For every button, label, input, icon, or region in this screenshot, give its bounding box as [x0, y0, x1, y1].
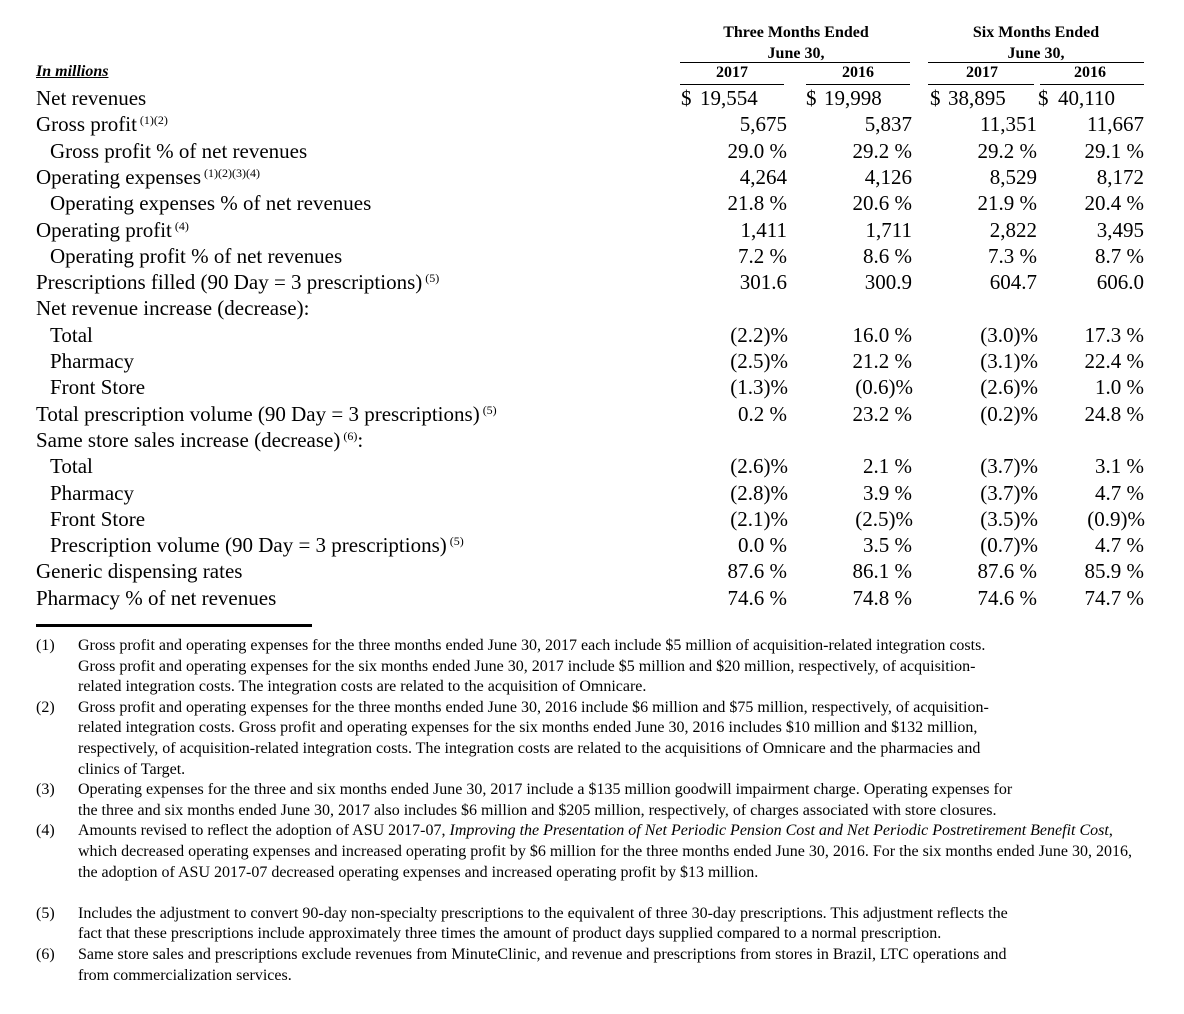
footnote-reference: (1)(2)(3)(4)	[204, 165, 260, 180]
year-header-col2: 2016	[842, 64, 874, 81]
table-cell: 4,126	[864, 164, 912, 189]
footnote-reference: (4)	[174, 218, 189, 233]
header-six-months-title: Six Months Ended	[972, 24, 1100, 41]
table-row	[0, 164, 1184, 190]
row-label-text: Gross profit	[36, 112, 137, 137]
table-cell: 20.4 %	[1084, 191, 1144, 216]
row-label	[36, 295, 309, 321]
row-label	[50, 374, 145, 400]
table-cell: (2.6)%	[980, 375, 1038, 400]
row-label	[36, 217, 189, 243]
row-label	[50, 138, 307, 164]
table-cell: (3.1)%	[980, 349, 1038, 373]
table-cell: 3.9 %	[863, 480, 912, 505]
row-label	[50, 190, 371, 216]
footnote-line: clinics of Target.	[78, 760, 186, 778]
table-cell: (0.2)%	[980, 401, 1038, 426]
year-header-col3: 2017	[966, 64, 998, 81]
table-row	[0, 295, 1184, 321]
table-cell: 3,495	[1096, 217, 1144, 242]
table-cell: 4.7 %	[1095, 480, 1144, 505]
footnote-number: (6)	[36, 946, 55, 963]
table-cell: 21.2 %	[852, 349, 912, 373]
row-label	[50, 322, 93, 348]
row-label-text: Net revenues	[36, 86, 147, 110]
row-label-text: Gross profit % of net revenues	[50, 138, 308, 163]
table-row	[0, 85, 1184, 111]
row-label	[50, 348, 134, 374]
table-cell: 16.0 %	[852, 322, 912, 347]
row-label-text: Total	[50, 322, 93, 347]
table-row	[0, 506, 1184, 532]
table-cell: 19,998	[824, 86, 882, 110]
footnote-line: Same store sales and prescriptions exclude revenues from MinuteClinic, and revenue and prescriptions from stores in Brazil, LTC operations and	[78, 946, 1007, 963]
table-cell: 74.6 %	[727, 585, 787, 610]
dollar-sign: $	[681, 86, 692, 110]
footnote-line: Operating expenses for the three and six months ended June 30, 2017 include a $135 million goodwill impairment charge. Operating expenses for	[78, 781, 1013, 799]
table-cell: (0.7)%	[980, 533, 1038, 558]
row-label	[36, 111, 168, 137]
table-cell: (3.5)%	[980, 506, 1038, 531]
table-cell: 21.9 %	[977, 191, 1037, 216]
table-row	[0, 558, 1184, 584]
row-label-text: Prescriptions filled (90 Day = 3 prescriptions)	[36, 270, 423, 295]
table-cell: 11,351	[980, 112, 1037, 137]
table-cell: 2.1 %	[863, 454, 912, 479]
dollar-sign: $	[1038, 86, 1049, 110]
header-six-months-date: June 30,	[1007, 45, 1065, 62]
footnote-line: the three and six months ended June 30, 2017 also includes $6 million and $205 million, respectively, of charges associated with store closures.	[78, 801, 997, 819]
footnote-number: (4)	[36, 822, 55, 840]
table-cell: 22.4 %	[1084, 349, 1144, 373]
row-label-text: Total	[50, 454, 93, 479]
table-cell: 29.2 %	[852, 138, 912, 163]
table-cell: 40,110	[1058, 86, 1115, 110]
row-label	[36, 585, 276, 611]
header-three-months-title: Three Months Ended	[723, 24, 869, 41]
table-cell: (2.1)%	[730, 506, 788, 531]
footnote-line: Gross profit and operating expenses for the three months ended June 30, 2016 include $6 million and $75 million, respectively, of acquisition-	[78, 698, 989, 716]
table-cell: 19,554	[700, 86, 758, 110]
table-cell: 300.9	[864, 270, 912, 295]
table-cell: 74.7 %	[1084, 585, 1144, 610]
table-cell: (2.6)%	[730, 454, 788, 479]
row-label-text: Front Store	[50, 506, 146, 531]
table-row	[0, 243, 1184, 269]
footnote-separator	[36, 624, 312, 627]
row-label	[50, 243, 342, 269]
table-cell: 0.2 %	[738, 401, 787, 426]
table-row	[0, 138, 1184, 164]
table-cell: 74.6 %	[977, 585, 1037, 610]
row-label-text: Same store sales increase (decrease)	[36, 427, 341, 452]
table-cell: (0.6)%	[855, 375, 913, 400]
table-cell: 3.1 %	[1095, 454, 1144, 479]
footnote-text	[78, 904, 1151, 945]
footnote-text	[78, 698, 1151, 780]
row-label-suffix: :	[357, 427, 364, 452]
header-rule-three-months	[680, 62, 910, 63]
footnote-line: fact that these prescriptions include approximately three times the amount of product days supplied compared to a normal prescription.	[78, 925, 942, 943]
row-label-text: Pharmacy	[50, 349, 134, 373]
table-cell: 85.9 %	[1084, 559, 1144, 584]
table-cell: 38,895	[948, 86, 1006, 110]
footnote-text	[78, 945, 1151, 986]
row-label-text: Net revenue increase (decrease):	[36, 296, 310, 321]
table-cell: 1.0 %	[1095, 375, 1144, 400]
table-cell: 606.0	[1096, 270, 1144, 295]
row-label-text: Pharmacy % of net revenues	[36, 585, 277, 610]
footnote-number: (2)	[36, 698, 55, 716]
footnote-line: Gross profit and operating expenses for the three months ended June 30, 2017 each include $5 million of acquisition-related integration costs.	[78, 637, 986, 654]
table-cell: 74.8 %	[852, 585, 912, 610]
footnote-reference: (1)(2)	[139, 113, 168, 128]
table-cell: (3.7)%	[980, 480, 1038, 505]
footnote-line: related integration costs. The integration costs are related to the acquisition of Omnicare.	[78, 678, 647, 696]
table-cell: 86.1 %	[852, 559, 912, 584]
table-row	[0, 480, 1184, 506]
row-label-text: Total prescription volume (90 Day = 3 prescriptions)	[36, 401, 480, 426]
footnote-line: Includes the adjustment to convert 90-day non-specialty prescriptions to the equivalent of three 30-day prescriptions. This adjustment reflects the	[78, 904, 1008, 922]
header-three-months	[678, 22, 914, 64]
table-cell: (3.0)%	[980, 322, 1038, 347]
footnote-line: from commercialization services.	[78, 966, 292, 984]
dollar-sign: $	[930, 86, 941, 110]
table-cell: 3.5 %	[863, 533, 912, 558]
table-cell: 8,529	[989, 164, 1037, 189]
row-label-text: Operating expenses	[36, 164, 202, 189]
row-label	[36, 85, 146, 111]
header-rule-six-months	[928, 62, 1144, 63]
table-row	[0, 374, 1184, 400]
row-label-text: Pharmacy	[50, 480, 134, 505]
table-cell: 2,822	[989, 217, 1037, 242]
units-label: In millions	[36, 63, 109, 80]
footnote-text: Amounts revised to reflect the adoption of ASU 2017-07, Improving the Presentation of Net Periodic Pension Cost and Net Periodic Postretirement Benefit Cost, which decreased operating expenses and increased operating profit by $6 million for the three months ended June 30, 2016. For the six months ended June 30, 2016, the adoption of ASU 2017-07 decreased operating expenses and increased operating profit by $13 million.	[78, 822, 1132, 881]
footnote-italic-title: Improving the Presentation of Net Periodic Pension Cost and Net Periodic Postretirement Benefit Cost	[449, 822, 1109, 840]
dollar-sign: $	[806, 86, 817, 110]
row-label	[36, 427, 363, 453]
row-label	[50, 453, 93, 479]
table-row	[0, 401, 1184, 427]
table-cell: (2.5)%	[730, 349, 788, 373]
table-cell: 8,172	[1096, 164, 1144, 189]
row-label-text: Operating profit	[36, 217, 172, 242]
table-cell: (3.7)%	[980, 454, 1038, 479]
table-row	[0, 322, 1184, 348]
row-label	[36, 269, 439, 295]
table-cell: (2.2)%	[730, 322, 788, 347]
footnote-reference: (5)	[482, 402, 497, 417]
row-label	[36, 401, 497, 427]
footnote-line: Gross profit and operating expenses for the six months ended June 30, 2017 include $5 million and $20 million, respectively, of acquisition-	[78, 657, 976, 675]
footnote-line: related integration costs. Gross profit and operating expenses for the six months ended June 30, 2016 includes $10 million and $132 million,	[78, 719, 978, 737]
footnote-number: (5)	[36, 904, 55, 922]
row-label	[36, 558, 242, 584]
year-header-col4: 2016	[1074, 64, 1106, 81]
table-cell: 29.0 %	[727, 138, 787, 163]
table-row	[0, 269, 1184, 295]
footnote-text	[78, 780, 1151, 821]
row-label-text: Front Store	[50, 375, 146, 400]
table-cell: 1,411	[740, 217, 787, 242]
table-row	[0, 532, 1184, 558]
footnote-reference: (6)	[343, 428, 358, 443]
table-cell: 604.7	[989, 270, 1037, 295]
table-row	[0, 453, 1184, 479]
table-row	[0, 427, 1184, 453]
table-row	[0, 585, 1184, 611]
table-cell: 23.2 %	[852, 401, 912, 426]
table-cell: 5,837	[864, 112, 912, 137]
table-cell: 4,264	[739, 164, 787, 189]
row-label	[36, 164, 260, 190]
table-cell: 87.6 %	[727, 559, 787, 584]
table-cell: 8.6 %	[863, 243, 912, 268]
row-label	[50, 532, 464, 558]
table-cell: 4.7 %	[1095, 533, 1144, 558]
table-cell: 1,711	[865, 217, 912, 242]
footnote-reference: (5)	[449, 534, 464, 549]
table-cell: 5,675	[739, 112, 787, 137]
row-label-text: Generic dispensing rates	[36, 559, 243, 584]
table-cell: 17.3 %	[1084, 322, 1144, 347]
footnote-line: respectively, of acquisition-related integration costs. The integration costs are related to the acquisitions of Omnicare and the pharmacies and	[78, 739, 981, 757]
table-cell: 301.6	[739, 270, 787, 295]
footnote-number: (1)	[36, 637, 55, 654]
table-cell: (2.5)%	[855, 506, 913, 531]
table-cell: (2.8)%	[730, 480, 788, 505]
row-label-text: Operating expenses % of net revenues	[50, 191, 372, 216]
header-three-months-date: June 30,	[767, 45, 825, 62]
table-cell: 21.8 %	[727, 191, 787, 216]
footnote-reference: (5)	[425, 271, 440, 286]
table-cell: 7.2 %	[738, 243, 787, 268]
footnote-text	[78, 636, 1151, 698]
row-label	[50, 480, 134, 506]
table-cell: 87.6 %	[977, 559, 1037, 584]
table-row	[0, 217, 1184, 243]
row-label-text: Operating profit % of net revenues	[50, 243, 343, 268]
table-cell: 11,667	[1087, 112, 1144, 137]
table-row	[0, 348, 1184, 374]
table-cell: (0.9)%	[1087, 506, 1145, 531]
row-label	[50, 506, 145, 532]
table-cell: 20.6 %	[852, 191, 912, 216]
year-header-col1: 2017	[716, 64, 748, 81]
header-six-months	[928, 22, 1144, 64]
footnote-number: (3)	[36, 781, 55, 799]
table-cell: 29.2 %	[977, 138, 1037, 163]
table-cell: 8.7 %	[1095, 243, 1144, 268]
row-label-text: Prescription volume (90 Day = 3 prescriptions)	[50, 533, 447, 558]
table-cell: (1.3)%	[730, 375, 788, 400]
table-row	[0, 190, 1184, 216]
table-cell: 29.1 %	[1084, 138, 1144, 163]
table-cell: 0.0 %	[738, 533, 787, 558]
table-cell: 7.3 %	[988, 243, 1037, 268]
table-cell: 24.8 %	[1084, 401, 1144, 426]
table-row	[0, 111, 1184, 137]
